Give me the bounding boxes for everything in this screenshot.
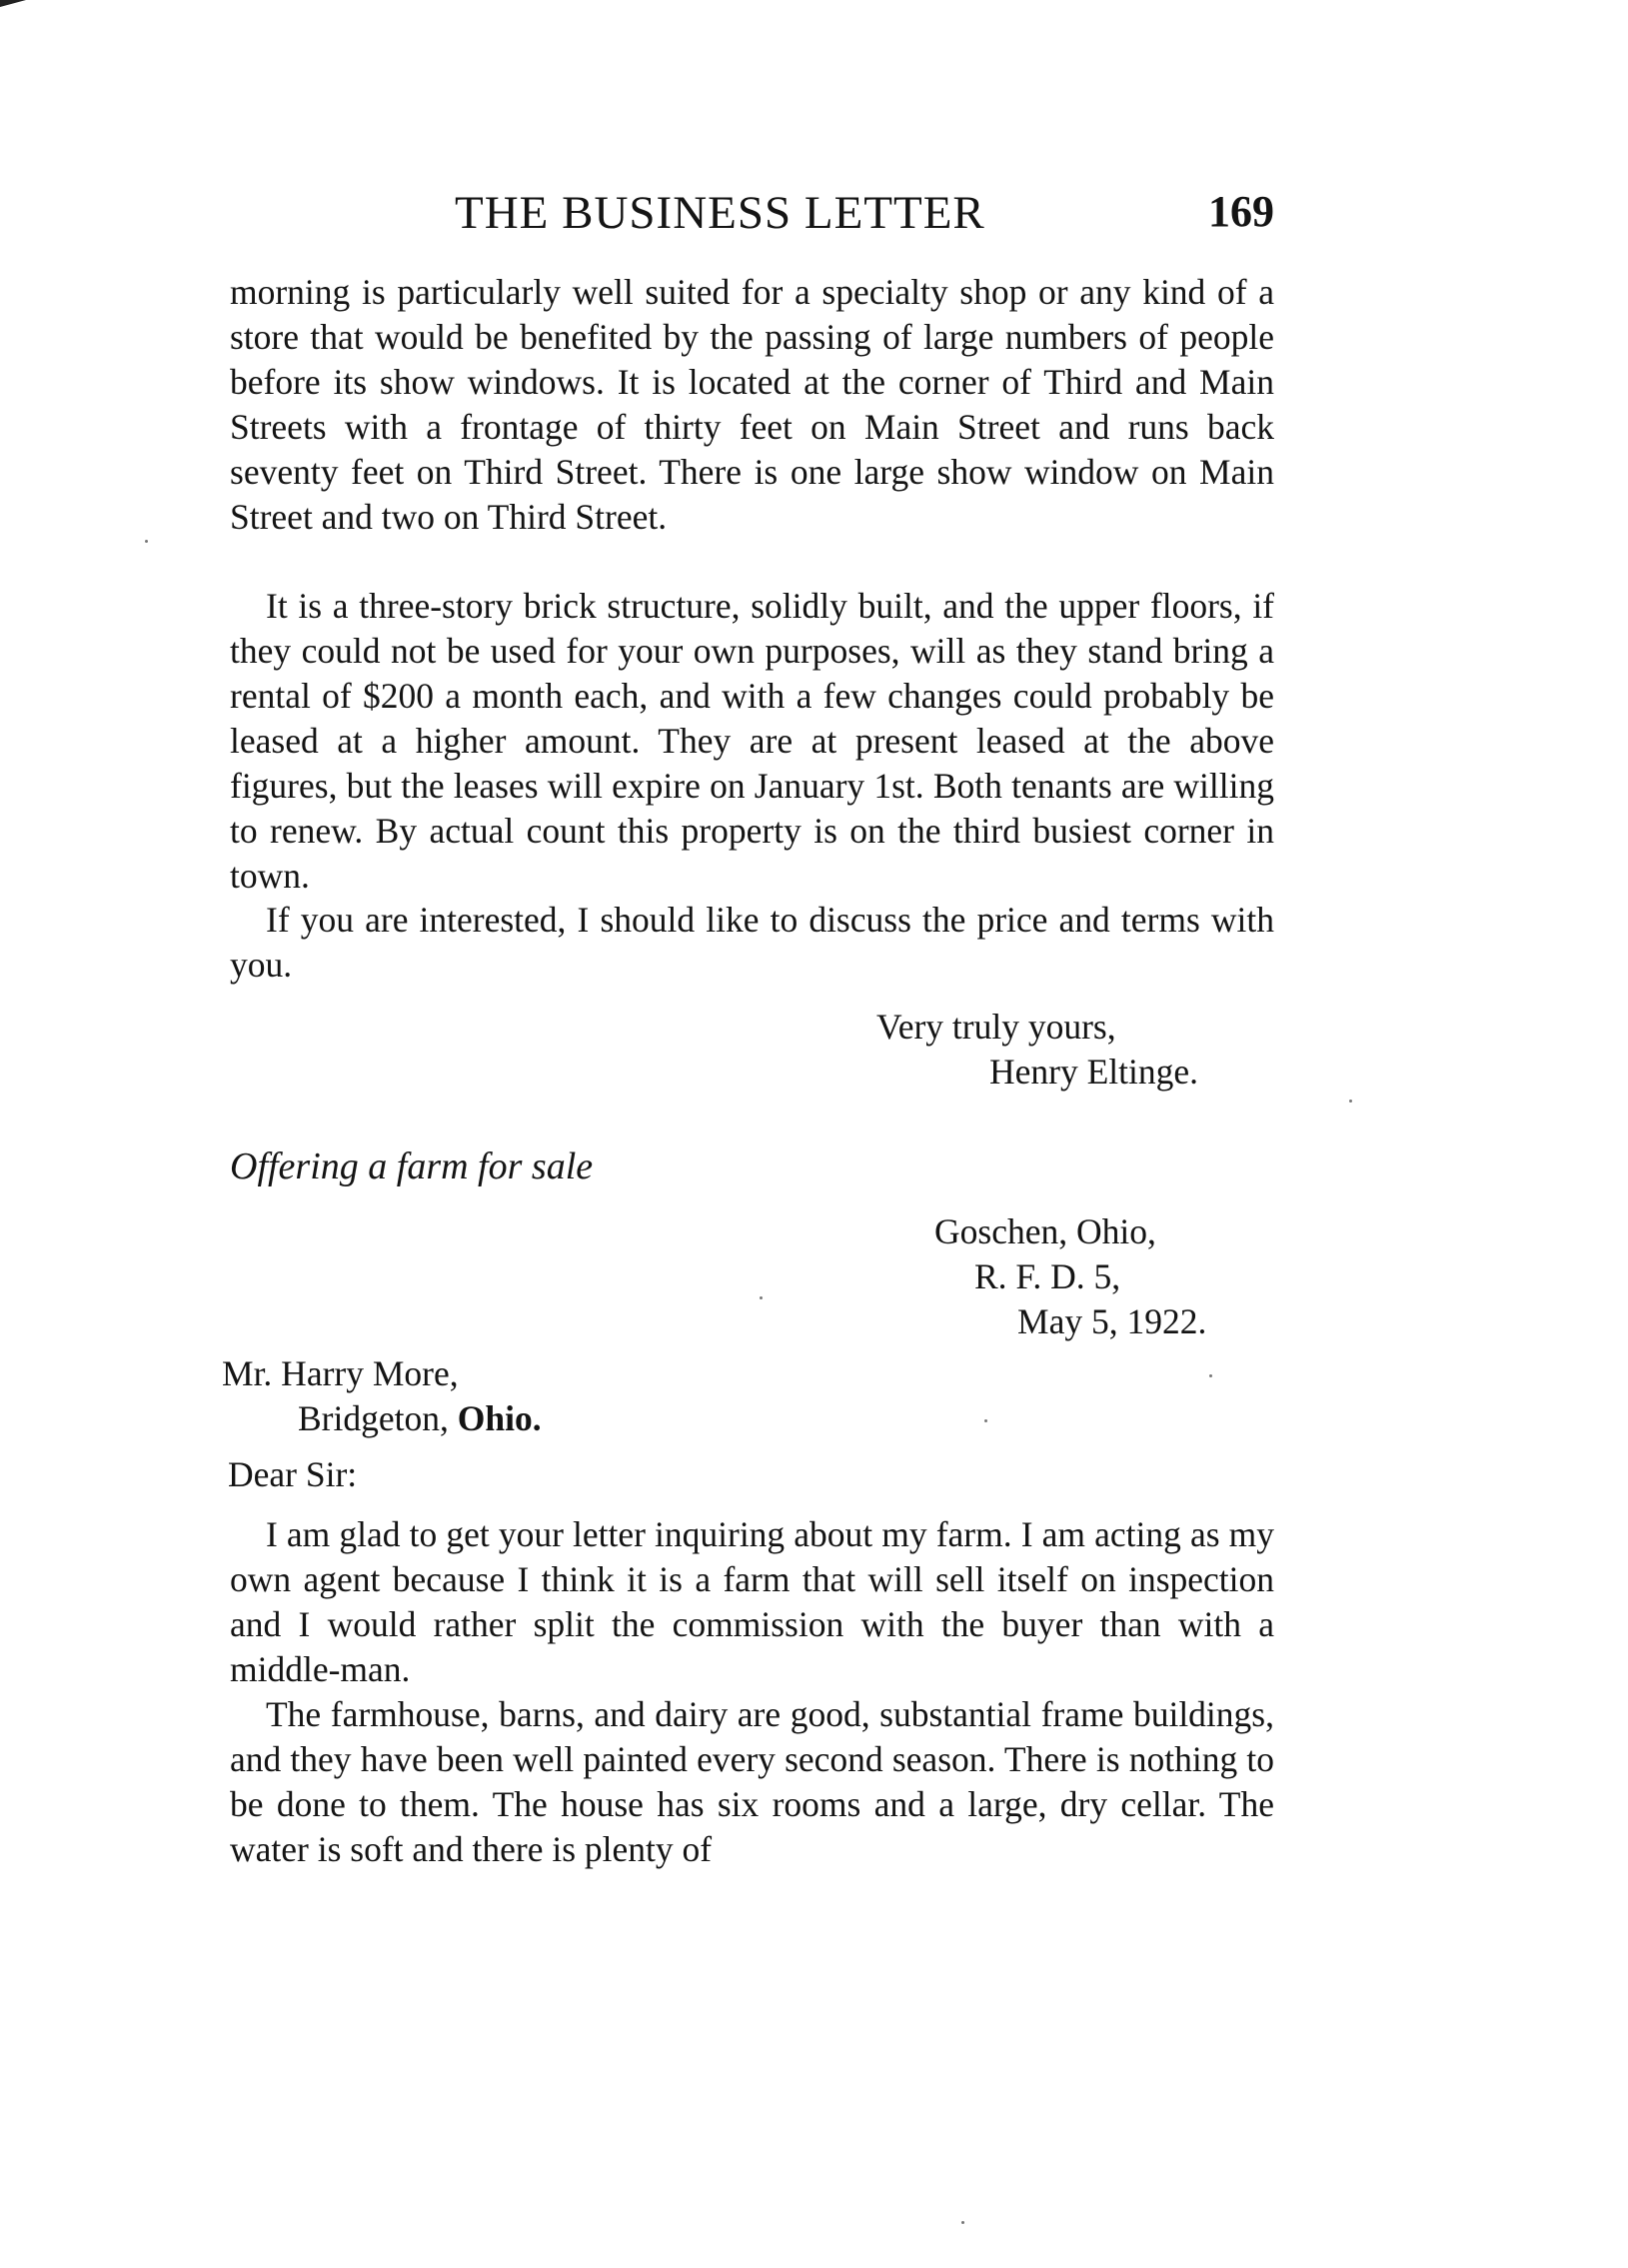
letter1-paragraph-2: It is a three-story brick structure, solidly built, and the upper floors, if they could not be used for your own purposes, will as they stand bring a rental of $200 a month each, and with a few changes could probably be leased at a higher amount. They are at present leased at the above figures, but the leases will expire on January 1st. Both tenants are willing to renew. By actual count this property is on the third busiest corner in town. [230, 586, 1274, 896]
sender-address-line-2: R. F. D. 5, [974, 1256, 1121, 1296]
sender-address-line-1: Goschen, Ohio, [934, 1211, 1156, 1251]
letter1-paragraph-1: morning is particularly well suited for a specialty shop or any kind of a store that would be benefited by the passing of large numbers of people before its show windows. It is located at the corner of Third and Main Streets with a frontage of thirty feet on Main Street and runs back seventy feet on Third Street. There is one large show window on Main Street and two on Third Street. [230, 272, 1274, 537]
section-heading: Offering a farm for sale [230, 1145, 594, 1187]
letter2-paragraph-2: The farmhouse, barns, and dairy are good, substantial frame buildings, and they have been well painted every second season. There is nothing to be done to them. The house has six rooms and a large, dry cellar. The water is soft and there is plenty of [230, 1694, 1274, 1869]
recipient-state: Ohio. [457, 1398, 542, 1438]
recipient-address [298, 1396, 542, 1441]
scan-speck [961, 2221, 964, 2224]
letter1-signature: Henry Eltinge. [989, 1052, 1198, 1092]
salutation: Dear Sir: [228, 1454, 358, 1494]
letter1-paragraph-3: If you are interested, I should like to discuss the price and terms with you. [230, 900, 1274, 985]
letter-date: May 5, 1922. [1017, 1301, 1207, 1341]
letter1-closing: Very truly yours, [876, 1007, 1116, 1047]
running-head [230, 186, 1274, 246]
page-number: 169 [1208, 187, 1274, 236]
recipient-name: Mr. Harry More, [222, 1353, 459, 1393]
scan-speck [760, 1296, 763, 1299]
scan-speck [1209, 1374, 1212, 1377]
recipient-city: Bridgeton, [298, 1398, 449, 1438]
scan-speck [1349, 1100, 1352, 1103]
scan-speck [984, 1419, 987, 1422]
running-title: THE BUSINESS LETTER [455, 187, 985, 239]
scan-speck [145, 540, 148, 543]
letter2-paragraph-1: I am glad to get your letter inquiring about my farm. I am acting as my own agent because I think it is a farm that will sell itself on inspection and I would rather split the commission with the buyer than with a middle-man. [230, 1514, 1274, 1689]
corner-scan-mark [0, 0, 26, 7]
